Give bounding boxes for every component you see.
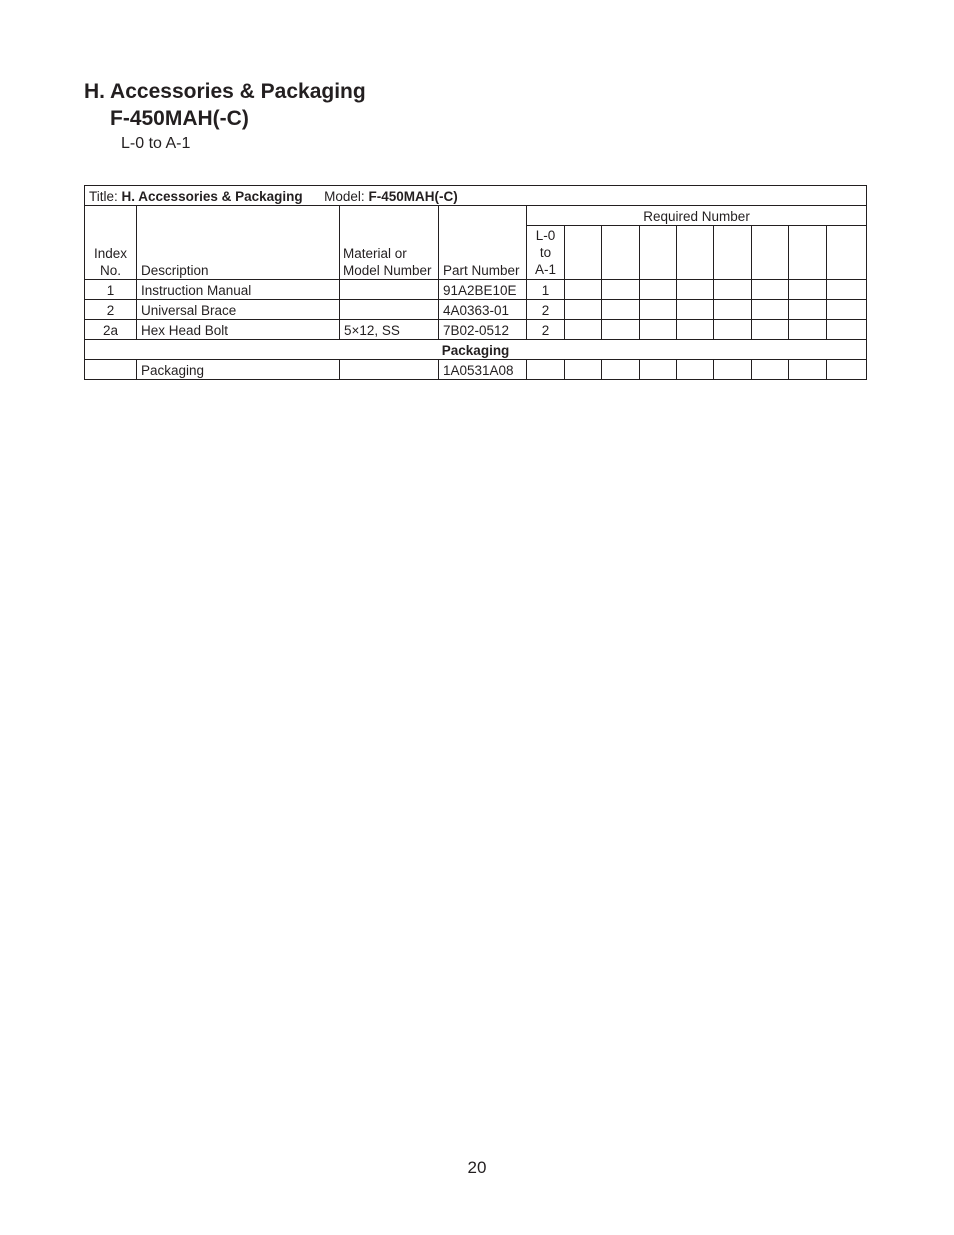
header-empty <box>714 226 752 280</box>
table-title-cell <box>85 186 867 206</box>
row-material <box>340 360 439 380</box>
row-material <box>340 280 439 300</box>
header-material: Material or Model Number <box>340 206 439 280</box>
page-number: 20 <box>467 1158 487 1177</box>
table-row <box>85 300 867 320</box>
table-row <box>85 320 867 340</box>
header-index: Index No. <box>85 206 137 280</box>
title-label: Title: <box>89 189 118 204</box>
header-empty <box>677 226 714 280</box>
row-index: 2 <box>85 300 137 320</box>
header-description: Description <box>137 206 340 280</box>
table-row <box>85 360 867 380</box>
model-label: Model: <box>324 189 365 204</box>
header-empty <box>640 226 677 280</box>
header-required-number: Required Number <box>527 206 867 226</box>
row-qty: 2 <box>527 300 565 320</box>
model-value: F-450MAH(-C) <box>368 189 458 204</box>
header-empty <box>827 226 867 280</box>
section-label: Packaging <box>85 340 867 360</box>
row-material: 5×12, SS <box>340 320 439 340</box>
row-material <box>340 300 439 320</box>
table-title-row <box>85 186 867 206</box>
row-part-number: 4A0363-01 <box>439 300 527 320</box>
page-heading <box>84 78 366 154</box>
section-title: H. Accessories & Packaging <box>84 80 366 103</box>
header-empty <box>789 226 827 280</box>
header-part-number: Part Number <box>439 206 527 280</box>
model-title: F-450MAH(-C) <box>110 107 249 130</box>
row-part-number: 1A0531A08 <box>439 360 527 380</box>
header-empty <box>752 226 789 280</box>
row-description: Hex Head Bolt <box>137 320 340 340</box>
row-description: Instruction Manual <box>137 280 340 300</box>
section-row <box>85 340 867 360</box>
row-index: 2a <box>85 320 137 340</box>
row-qty: 2 <box>527 320 565 340</box>
title-value: H. Accessories & Packaging <box>121 189 303 204</box>
parts-table <box>84 185 867 380</box>
required-number-row <box>85 206 867 226</box>
row-description: Universal Brace <box>137 300 340 320</box>
row-qty: 1 <box>527 280 565 300</box>
header-range: L-0 to A-1 <box>527 226 565 280</box>
row-part-number: 7B02-0512 <box>439 320 527 340</box>
row-index <box>85 360 137 380</box>
row-part-number: 91A2BE10E <box>439 280 527 300</box>
table-row <box>85 280 867 300</box>
serial-range: L-0 to A-1 <box>121 135 191 152</box>
row-description: Packaging <box>137 360 340 380</box>
row-qty <box>527 360 565 380</box>
header-empty <box>602 226 640 280</box>
header-empty <box>565 226 602 280</box>
row-index: 1 <box>85 280 137 300</box>
